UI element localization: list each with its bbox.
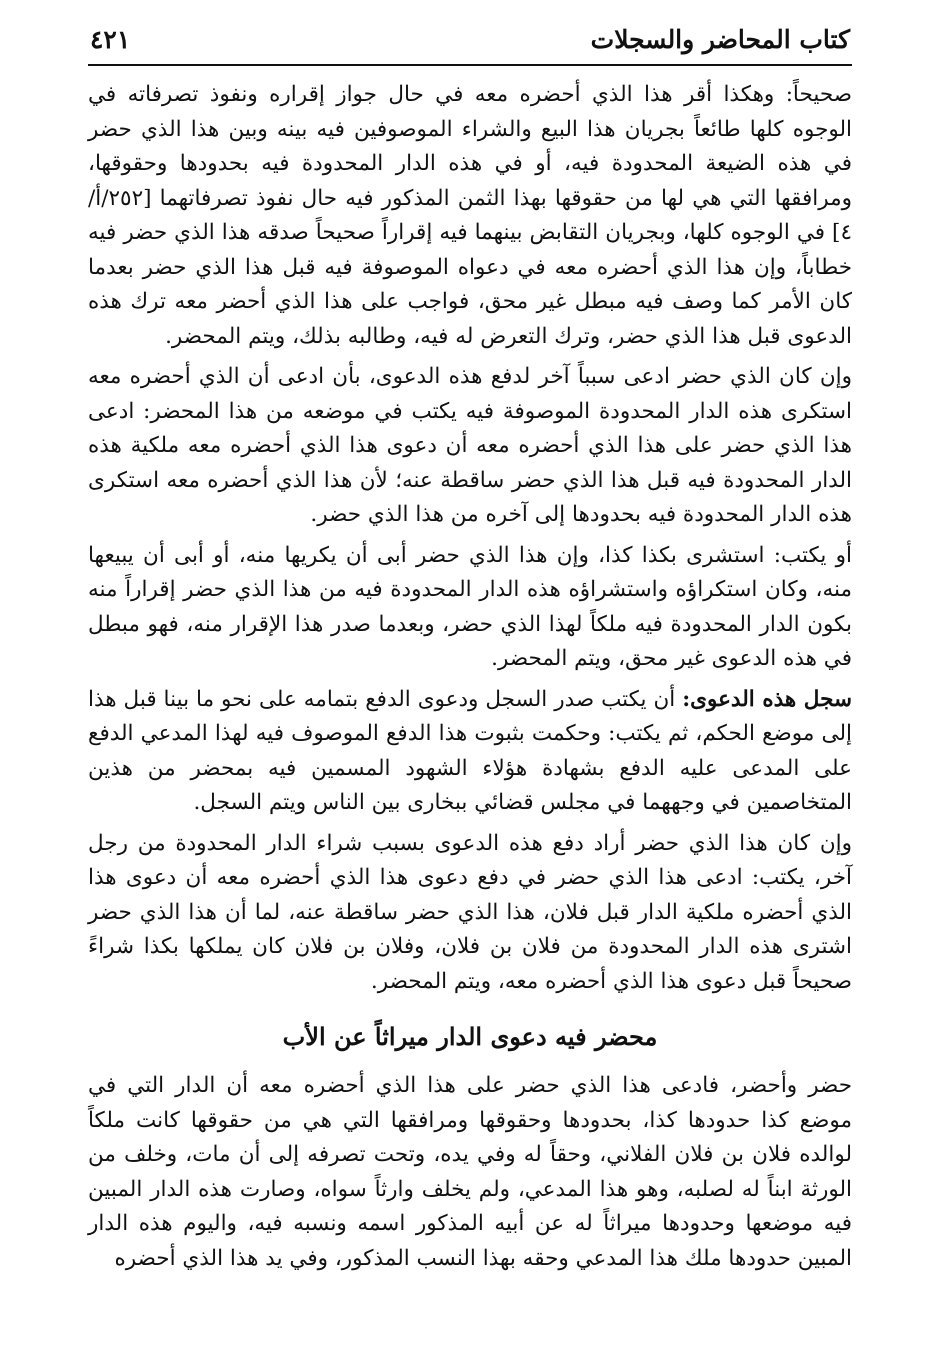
- page-header: [88, 22, 852, 66]
- page-body: [88, 78, 852, 1276]
- sijill-text: أن يكتب صدر السجل ودعوى الدفع بتمامه على نحو ما بينا قبل هذا إلى موضع الحكم، ثم يكتب: وحكمت بثبوت هذا الدفع الموصوف فيه لهذا المدعي الدفع على المدعى عليه الدفع بشهادة هؤلاء الشهود المسمين فيه بمحضر من هذين المتخاصمين في وجههما في مجلس قضائي ببخارى بين الناس ويتم السجل.: [88, 686, 852, 815]
- running-title: كتاب المحاضر والسجلات: [590, 25, 850, 54]
- paragraph: وإن كان الذي حضر ادعى سبباً آخر لدفع هذه الدعوى، بأن ادعى أن الذي أحضره معه استكرى هذه الدار المحدودة الموصوفة فيه يكتب في موضعه من هذا المحضر: ادعى هذا الذي حضر على هذا الذي أحضره معه أن دعوى هذا الذي أحضره معه ملكية هذه الدار المحدودة فيه قبل هذا الذي حضر ساقطة عنه؛ لأن هذا الذي أحضره معه استكرى هذه الدار المحدودة فيه بحدودها إلى آخره من هذا الذي حضر.: [88, 364, 852, 527]
- paragraph: وإن كان هذا الذي حضر أراد دفع هذه الدعوى بسبب شراء الدار المحدودة من رجل آخر، يكتب: ادعى هذا الذي حضر في دفع دعوى هذا الذي أحضره معه أن دعوى هذا الذي أحضره ملكية الدار قبل فلان، هذا الذي حضر ساقطة عنه، لما أن هذا الذي حضر اشترى هذه الدار المحدودة من فلان بن فلان، وفلان بن فلان كان يملكها بكذا شراءً صحيحاً قبل دعوى هذا الذي أحضره معه، ويتم المحضر.: [88, 830, 852, 994]
- sijill-paragraph: [88, 683, 852, 821]
- section-heading: محضر فيه دعوى الدار ميراثاً عن الأب: [282, 1022, 658, 1051]
- sijill-lead: سجل هذه الدعوى:: [682, 686, 852, 712]
- paragraph: أو يكتب: استشرى بكذا كذا، وإن هذا الذي حضر أبى أن يكريها منه، أو أبى أن يبيعها منه، وكان استكراؤه واستشراؤه هذه الدار المحدودة فيه من هذا الذي حضر إقراراً منه بكون الدار المحدودة فيه ملكاً لهذا الذي حضر، وبعدما صدر هذا الإقرار منه، فهو مبطل في هذه الدعوى غير محق، ويتم المحضر.: [88, 542, 852, 671]
- page-number: ٤٢١: [90, 25, 131, 54]
- paragraph: صحيحاً: وهكذا أقر هذا الذي أحضره معه في حال جواز إقراره ونفوذ تصرفاته في الوجوه كلها طائعاً بجريان هذا البيع والشراء الموصوفين فيه بينه وبين هذا الذي حضر في هذه الضيعة المحدودة فيه، أو في هذه الدار المحدودة فيه بحدودها وحقوقها، ومرافقها التي هي لها من حقوقها بهذا الثمن المذكور فيه حال نفوذ تصرفاتهما [٢٥٢/أ/٤] في الوجوه كلها، وبجريان التقابض بينهما فيه إقراراً صحيحاً صدقه هذا الذي حضر فيه خطاباً، وإن هذا الذي أحضره معه في دعواه الموصوفة فيه قبل هذا الذي حضر بعدما كان الأمر كما وصف فيه مبطل غير محق، فواجب على هذا الذي أحضر معه ترك هذه الدعوى قبل هذا الذي حضر، وترك التعرض له فيه، وطالبه بذلك، ويتم المحضر.: [88, 82, 852, 349]
- section-paragraph: حضر وأحضر، فادعى هذا الذي حضر على هذا الذي أحضره معه أن الدار التي في موضع كذا حدودها كذا، بحدودها وحقوقها ومرافقها التي هي من حقوقها كانت ملكاً لوالده فلان بن فلان الفلاني، وحقاً له وفي يده، وتحت تصرفه إلى أن مات، وخلف من الورثة ابناً له لصلبه، وهو هذا المدعي، ولم يخلف وارثاً سواه، وصارت هذه الدار المبين فيه موضعها وحدودها ميراثاً له عن أبيه المذكور اسمه ونسبه فيه، واليوم هذه الدار المبين حدودها ملك هذا المدعي وحقه بهذا النسب المذكور، وفي يد هذا الذي أحضره: [88, 1073, 852, 1271]
